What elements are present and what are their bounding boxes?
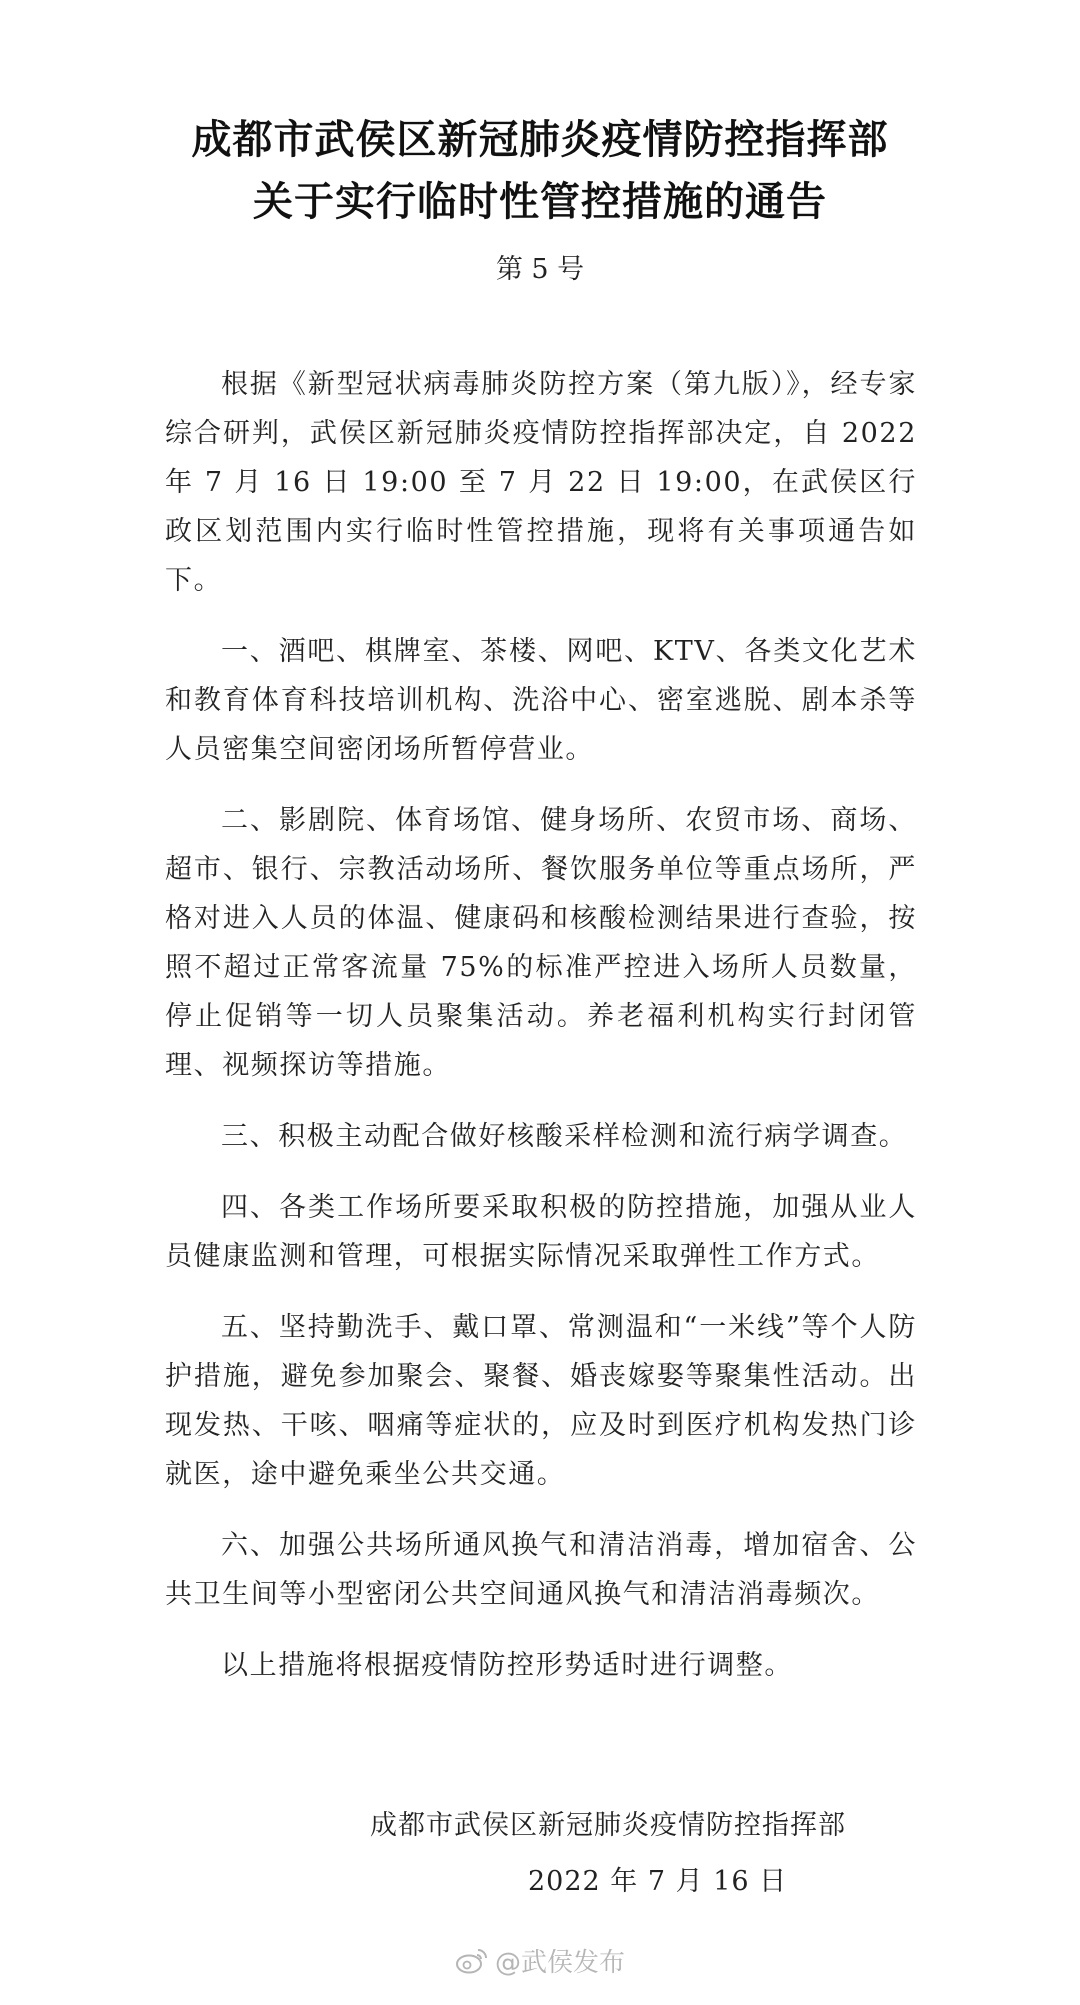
paragraph-item-5: 五、坚持勤洗手、戴口罩、常测温和“一米线”等个人防护措施，避免参加聚会、聚餐、婚丧嫁娶等聚集性活动。出现发热、干咳、咽痛等症状的，应及时到医疗机构发热门诊就医，途中避免乘坐公共交通。 xyxy=(165,1312,917,1490)
document-number: 第 5 号 xyxy=(495,254,585,285)
signature-organization: 成都市武侯区新冠肺炎疫情防控指挥部 xyxy=(370,1810,846,1841)
weibo-watermark xyxy=(455,1942,625,1979)
paragraph-item-2: 二、影剧院、体育场馆、健身场所、农贸市场、商场、超市、银行、宗教活动场所、餐饮服务单位等重点场所，严格对进入人员的体温、健康码和核酸检测结果进行查验，按照不超过正常客流量 75%的标准严控进入场所人员数量，停止促销等一切人员聚集活动。养老福利机构实行封闭管理、视频探访等措施。 xyxy=(165,805,917,1081)
paragraph-item-3: 三、积极主动配合做好核酸采样检测和流行病学调查。 xyxy=(221,1121,908,1152)
paragraph-item-4: 四、各类工作场所要采取积极的防控措施，加强从业人员健康监测和管理，可根据实际情况采取弹性工作方式。 xyxy=(165,1192,917,1272)
document-title-line2: 关于实行临时性管控措施的通告 xyxy=(253,179,827,225)
paragraph-item-1: 一、酒吧、棋牌室、茶楼、网吧、KTV、各类文化艺术和教育体育科技培训机构、洗浴中心、密室逃脱、剧本杀等人员密集空间密闭场所暂停营业。 xyxy=(165,636,917,765)
signature-date: 2022 年 7 月 16 日 xyxy=(528,1866,788,1897)
paragraph-item-6: 六、加强公共场所通风换气和清洁消毒，增加宿舍、公共卫生间等小型密闭公共空间通风换气和清洁消毒频次。 xyxy=(165,1530,917,1610)
watermark-text: @武侯发布 xyxy=(495,1948,626,1978)
weibo-icon xyxy=(455,1947,489,1975)
paragraph-closing: 以上措施将根据疫情防控形势适时进行调整。 xyxy=(221,1650,793,1681)
document-title-line1: 成都市武侯区新冠肺炎疫情防控指挥部 xyxy=(191,117,889,163)
document-body xyxy=(165,360,917,1690)
paragraph-intro: 根据《新型冠状病毒肺炎防控方案（第九版）》，经专家综合研判，武侯区新冠肺炎疫情防控指挥部决定，自 2022 年 7 月 16 日 19:00 至 7 月 22 日 19:00，在武侯区行政区划范围内实行临时性管控措施，现将有关事项通告如下。 xyxy=(165,369,917,596)
